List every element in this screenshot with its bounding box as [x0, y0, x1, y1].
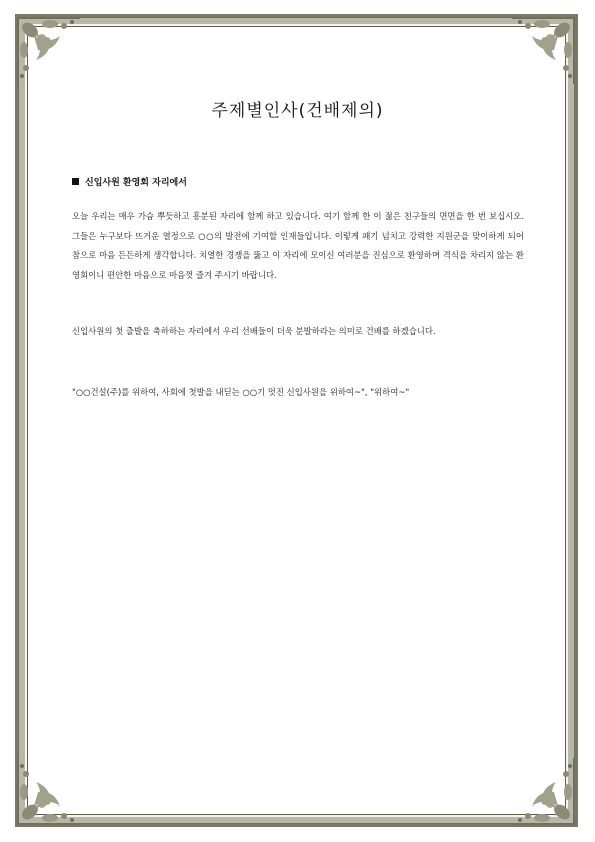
toast-quote: "○○건설(주)를 위하여, 사회에 첫발을 내딛는 ○○기 멋진 신입사원을 위하여~", "위하여~": [72, 387, 410, 397]
floral-corner-ornament-icon: [508, 14, 578, 88]
floral-corner-ornament-icon: [14, 754, 84, 828]
square-bullet-icon: [72, 178, 79, 185]
floral-corner-ornament-icon: [14, 14, 84, 88]
page-border-inner: [27, 26, 566, 815]
page-title: 주제별인사(건배제의): [211, 101, 384, 121]
section-heading-text: 신입사원 환영회 자리에서: [85, 178, 187, 188]
section-heading: [72, 175, 187, 188]
body-paragraph: 신입사원의 첫 출발을 축하하는 자리에서 우리 선배들이 더욱 분발하라는 의미로 건배를 하겠습니다.: [72, 326, 436, 336]
body-paragraph: 오늘 우리는 매우 가슴 뿌듯하고 흥분된 자리에 함께 하고 있습니다. 여기 함께 한 이 젊은 친구들의 면면을 한 번 보십시오. 그들은 누구보다 뜨거운 열정으로 ○○의 발전에 기여할 인재들입니다. 이렇게 패기 넘치고 강력한 지원군을 맞이하게 되어 참으로 마음 든든하게 생각합니다. 치열한 경쟁을 뚫고 이 자리에 모이신 여러분을 진심으로 환영하며 격식을 차리지 않는 환영회이니 편안한 마음으로 마음껏 즐겨 주시기 바랍니다.: [72, 211, 524, 280]
floral-corner-ornament-icon: [508, 754, 578, 828]
